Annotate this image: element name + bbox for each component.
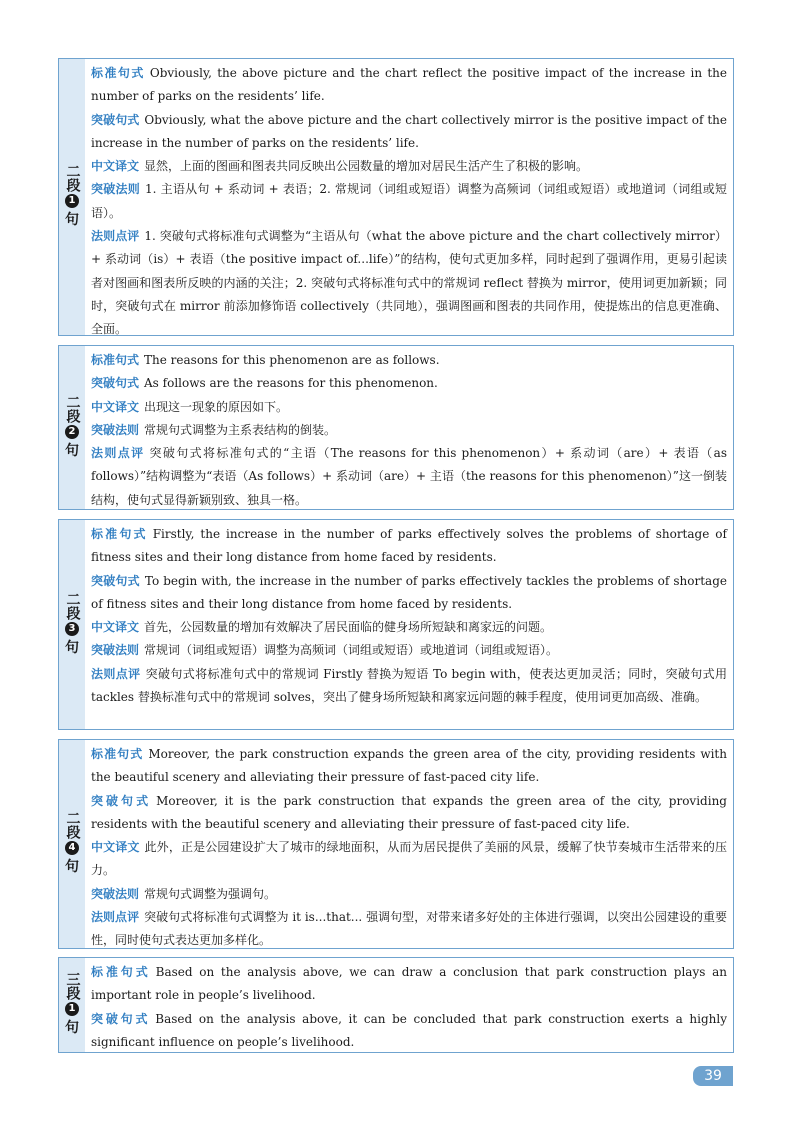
row-text: 突破句式将标准句式中的常规词 Firstly 替换为短语 To begin with，使表达更加灵活；同时，突破句式用 tackles 替换标准句式中的常规词 solves，突出了健身场所短缺和离家远问题的棘手程度，使用词更加高级、准确。: [91, 666, 727, 705]
row-rule: [91, 178, 727, 225]
row-comment: [91, 663, 727, 710]
sentence-unit-label: 句: [65, 859, 79, 875]
row-rule: [91, 639, 727, 662]
row-text: 突破句式将标准句式调整为 it is...that... 强调句型，对带来诸多好处的主体进行强调，以突出公园建设的重要性，同时使句式表达更加多样化。: [91, 910, 727, 948]
row-label: 突破句式: [91, 376, 140, 391]
section-marker: [59, 958, 85, 1052]
sentence-unit-label: 句: [65, 639, 79, 656]
section-marker: [59, 520, 85, 729]
row-rule: [91, 419, 727, 442]
row-standard: [91, 743, 727, 790]
row-translation: [91, 396, 727, 419]
row-label: 法则点评: [91, 229, 140, 244]
sentence-unit-label: 句: [65, 442, 79, 459]
row-label: 中文译文: [91, 840, 140, 855]
row-label: 标准句式: [91, 965, 151, 979]
row-label: 突破句式: [91, 793, 152, 808]
row-label: 突破句式: [91, 112, 140, 127]
row-label: 标准句式: [91, 747, 144, 761]
row-text: Moreover, the park construction expands the green area of the city, providing residents with the beautiful scenery and alleviating their pressure of fast-paced city life.: [91, 747, 727, 785]
row-label: 标准句式: [91, 527, 148, 541]
row-standard: [91, 961, 727, 1008]
row-text: Moreover, it is the park construction that expands the green area of the city, providing residents with the beautiful scenery and alleviating their pressure of fast-paced city life.: [91, 793, 727, 831]
row-translation: [91, 155, 727, 178]
row-label: 中文译文: [91, 159, 140, 174]
sentence-block: [58, 519, 734, 730]
row-comment: [91, 225, 727, 341]
row-comment: [91, 442, 727, 512]
row-standard: [91, 62, 727, 109]
row-text: 首先，公园数量的增加有效解决了居民面临的健身场所短缺和离家远的问题。: [144, 620, 553, 635]
row-text: 突破句式将标准句式的“主语（The reasons for this phenomenon）+ 系动词（are）+ 表语（as follows）”结构调整为“表语（As follows）+ 系动词（are）+ 主语（the reasons for this phenomenon）”这一倒装结构，使句式显得新颖别致、独具一格。: [91, 446, 727, 507]
row-label: 法则点评: [91, 666, 141, 681]
row-breakthrough: [91, 1008, 727, 1055]
row-text: Obviously, the above picture and the chart reflect the positive impact of the increase in the number of parks on the residents’ life.: [91, 66, 727, 104]
row-label: 法则点评: [91, 446, 145, 461]
sentence-number: 1: [65, 194, 79, 208]
row-text: 出现这一现象的原因如下。: [144, 399, 289, 414]
row-text: 常规词（词组或短语）调整为高频词（词组或短语）或地道词（词组或短语）。: [144, 643, 559, 658]
row-text: 1. 突破句式将标准句式调整为“主语从句（what the above picture and the chart collectively mirror）+ 系动词（is）+ 表语（the positive impact of...life）”的结构，使句式更加多样，同时起到了强调作用，更易引起读者对图画和图表所反映的内涵的关注；2. 突破句式将标准句式中的常规词 reflect 替换为 mirror，使用词更加新颖；同时，突破句式在 mirror 前添加修饰语 collectively（共同地），强调图画和图表的共同作用，使提炼出的信息更准确、全面。: [91, 229, 727, 337]
sentence-block: [58, 345, 734, 510]
sentence-number: 1: [65, 1002, 79, 1016]
row-text: Obviously, what the above picture and the chart collectively mirror is the positive impact of the increase in the number of parks on the residents’ life.: [91, 112, 727, 150]
row-label: 法则点评: [91, 910, 140, 925]
row-translation: [91, 836, 727, 883]
row-text: 常规句式调整为强调句。: [144, 886, 277, 901]
row-label: 突破法则: [91, 643, 140, 658]
row-breakthrough: [91, 109, 727, 156]
row-rule: [91, 883, 727, 906]
sentence-block: [58, 957, 734, 1053]
sentence-unit-label: 句: [65, 212, 79, 228]
row-label: 中文译文: [91, 399, 140, 414]
section-marker: [59, 740, 85, 948]
sentence-number: 4: [65, 841, 79, 855]
row-breakthrough: [91, 790, 727, 837]
row-standard: [91, 349, 727, 372]
row-label: 标准句式: [91, 353, 140, 367]
row-text: Firstly, the increase in the number of parks effectively solves the problems of shortage of fitness sites and their long distance from home faced by residents.: [91, 527, 727, 565]
paragraph-label: 三段: [64, 972, 81, 1000]
row-label: 突破法则: [91, 422, 140, 437]
row-label: 突破句式: [91, 573, 140, 588]
row-text: As follows are the reasons for this phenomenon.: [144, 376, 438, 391]
row-standard: [91, 523, 727, 570]
section-marker: [59, 59, 85, 335]
row-text: 1. 主语从句 + 系动词 + 表语；2. 常规词（词组或短语）调整为高频词（词组或短语）或地道词（词组或短语）。: [91, 182, 727, 220]
section-marker: [59, 346, 85, 509]
paragraph-label: 二段: [64, 164, 81, 192]
row-text: 常规句式调整为主系表结构的倒装。: [144, 422, 337, 437]
sentence-unit-label: 句: [65, 1020, 79, 1036]
page-number: 39: [693, 1066, 733, 1086]
row-translation: [91, 616, 727, 639]
sentence-number: 2: [65, 425, 79, 439]
row-text: The reasons for this phenomenon are as follows.: [144, 353, 440, 367]
row-text: 此外，正是公园建设扩大了城市的绿地面积，从而为居民提供了美丽的风景，缓解了快节奏城市生活带来的压力。: [91, 840, 727, 878]
row-breakthrough: [91, 372, 727, 395]
row-label: 中文译文: [91, 620, 140, 635]
sentence-block: [58, 58, 734, 336]
row-comment: [91, 906, 727, 953]
row-label: 标准句式: [91, 66, 145, 80]
row-text: Based on the analysis above, it can be concluded that park construction exerts a highly significant influence on people’s livelihood.: [91, 1011, 727, 1049]
sentence-number: 3: [65, 622, 79, 636]
row-breakthrough: [91, 570, 727, 617]
row-label: 突破句式: [91, 1011, 151, 1026]
paragraph-label: 二段: [64, 591, 81, 620]
paragraph-label: 二段: [64, 811, 81, 839]
row-text: 显然，上面的图画和图表共同反映出公园数量的增加对居民生活产生了积极的影响。: [144, 159, 589, 174]
row-text: Based on the analysis above, we can draw a conclusion that park construction plays an important role in people’s livelihood.: [91, 965, 727, 1003]
row-text: To begin with, the increase in the number of parks effectively tackles the problems of shortage of fitness sites and their long distance from home faced by residents.: [91, 573, 727, 611]
sentence-block: [58, 739, 734, 949]
row-label: 突破法则: [91, 182, 141, 197]
row-label: 突破法则: [91, 886, 140, 901]
paragraph-label: 二段: [64, 394, 81, 423]
